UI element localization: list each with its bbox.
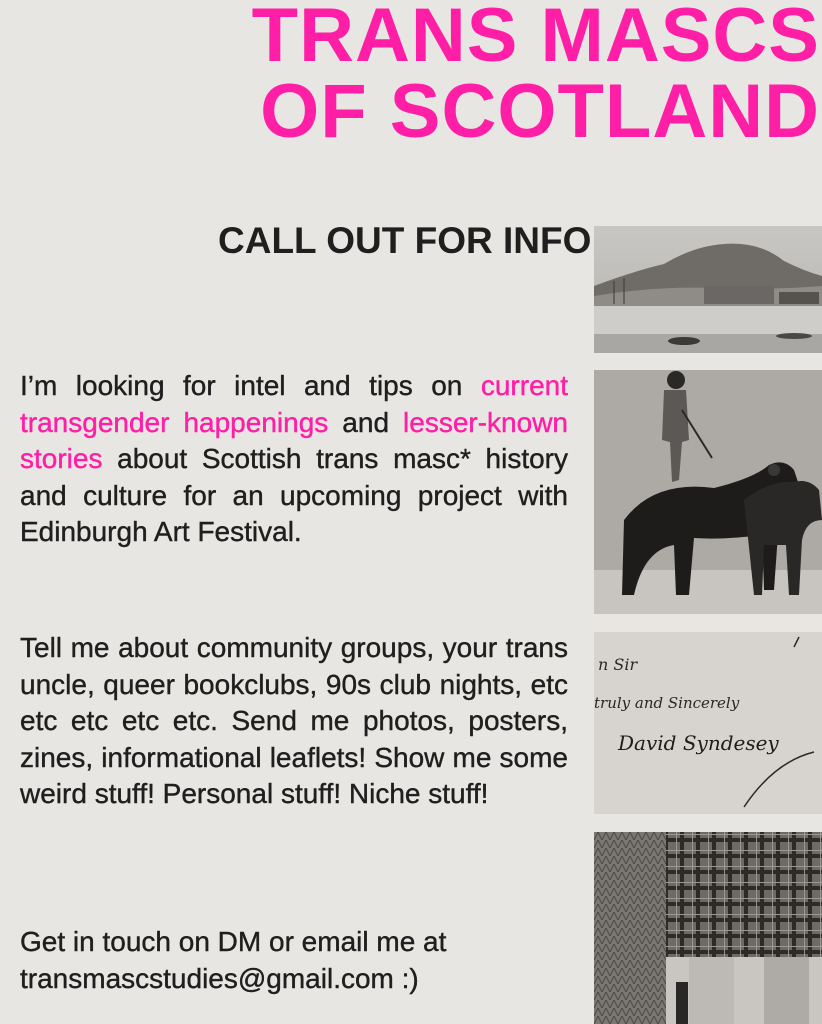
kilt-photo	[594, 832, 822, 1024]
page-title	[160, 0, 820, 154]
highlight-current-happenings: current transgender happenings	[20, 370, 568, 438]
harbour-landscape-photo	[594, 226, 822, 353]
handwritten-letter-photo	[594, 632, 822, 814]
title-line-2: OF SCOTLAND	[260, 69, 820, 154]
call-out-heading: CALL OUT FOR INFO	[218, 220, 592, 261]
contact-paragraph	[20, 924, 568, 997]
letter-text-2: truly and Sincerely	[594, 694, 740, 712]
intro-paragraph	[20, 368, 568, 551]
letter-text-1: n Sir	[598, 655, 638, 674]
letter-text-3: David Syndesey	[618, 731, 779, 755]
intro-text-part3: about Scottish trans masc* history and culture for an upcoming project with Edinburgh Art Festival.	[20, 443, 568, 547]
intro-text-part2: and	[328, 406, 404, 438]
contact-email: transmascstudies@gmail.com :)	[20, 962, 419, 994]
contact-line: Get in touch on DM or email me at	[20, 926, 447, 957]
intro-text-part1: I’m looking for intel and tips on	[20, 370, 481, 401]
rider-on-pony-photo	[594, 370, 822, 614]
title-line-1: TRANS MASCS	[251, 0, 820, 78]
highlight-lesser-known-stories: lesser-known stories	[20, 406, 568, 474]
request-paragraph: Tell me about community groups, your trans uncle, queer bookclubs, 90s club nights, etc etc etc etc etc. Send me photos, posters, zines, informational leaflets! Show me some weird stuff! Personal stuff! Niche stuff!	[20, 632, 568, 809]
